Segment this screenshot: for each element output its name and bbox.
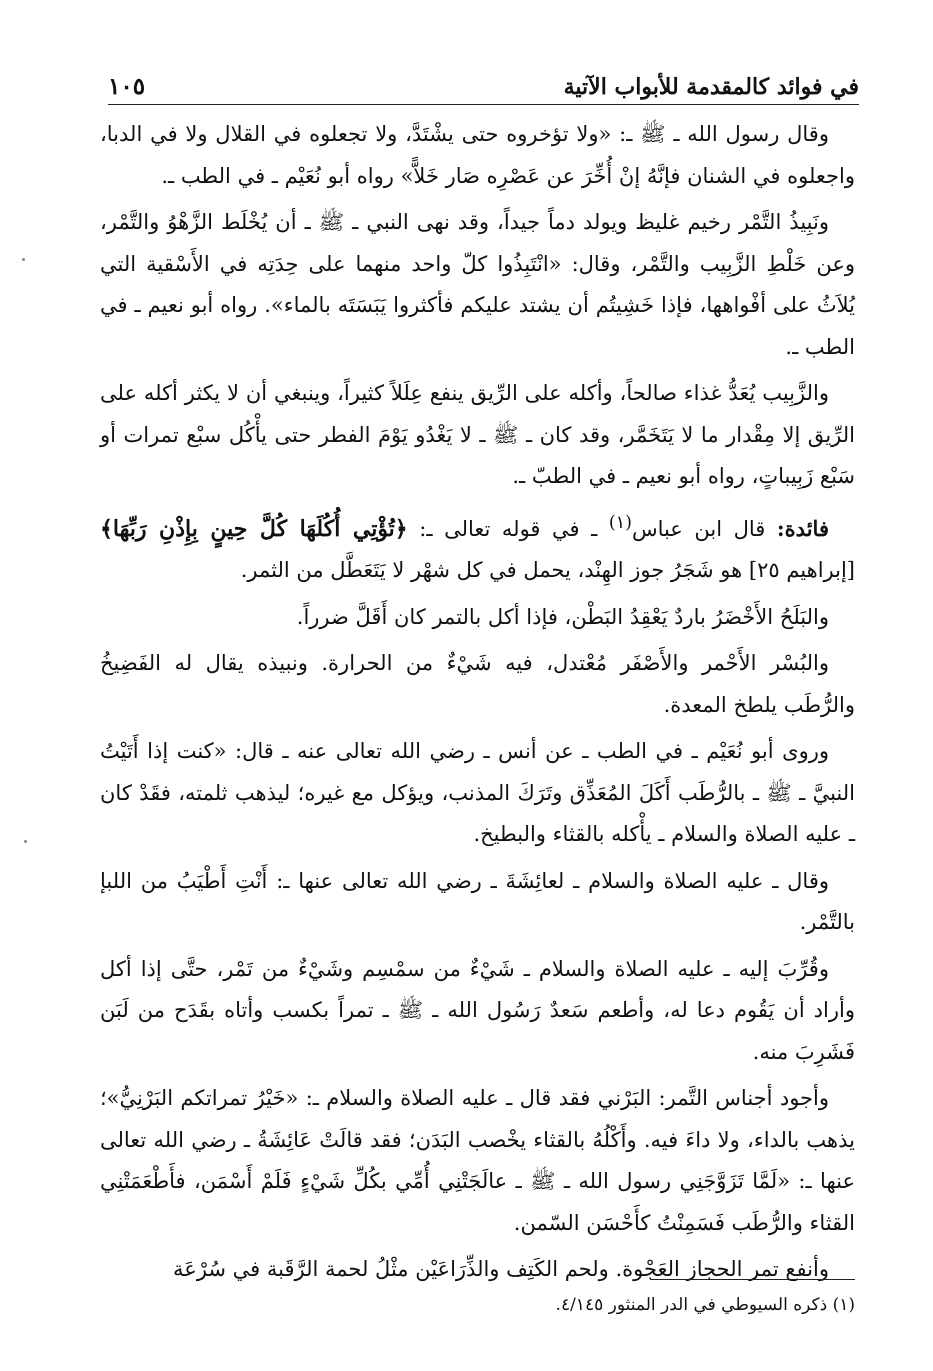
benefit-paragraph: [100, 503, 855, 592]
running-title: في فوائد كالمقدمة للأبواب الآتية: [563, 74, 859, 100]
quran-verse: ﴿تُؤْتِي أُكُلَهَا كُلَّ حِينٍ بِإِذْنِ رَبِّهَا﴾: [100, 515, 408, 542]
scan-speck: [22, 258, 25, 261]
paragraph: وقال ـ عليه الصلاة والسلام ـ لعائِشَةَ ـ رضي الله تعالى عنها ـ: أَنْتِ أَطْيَبُ من اللبإ بالتَّمْر.: [100, 868, 855, 934]
paragraph: وأنفع تمر الحجاز العَجْوة. ولحم الكَتِف والذِّرَاعَيْن مثْلُ لحمة الرَّقَبة في سُرْعَة: [173, 1257, 829, 1281]
benefit-tail: [إبراهيم ٢٥] هو شَجَرُ جوز الهِنْد، يحمل في كل شهْر لا يَتَعَطَّل من الثمر.: [240, 558, 855, 582]
paragraph: والبُسْر الأَحْمر والأَصْفَر مُعْتدل، فيه شَيْءٌ من الحرارة. ونبيذه يقال له الفَضِيخُ والرُّطَب يلطخ المعدة.: [100, 651, 855, 717]
paragraph: والزَّبِيب يُعَدُّ غذاء صالحاً، وأكله على الرِّيق ينفع عِلَلاً كثيراً، وينبغي أن لا يكثر أكله على الرِّيق إلا مِقْدار ما لا يَتَخَمَّر، وقد كان ـ ﷺ ـ لا يَغْدُو يَوْمَ الفطر حتى يأْكُل سبْع تمرات أو سَبْع زَبِيباتٍ، رواه أبو نعيم ـ في الطبّ ـ.: [100, 381, 855, 488]
paragraph: ونَبِيذُ التَّمْر رخيم غليظ ويولد دماً جيداً، وقد نهى النبي ـ ﷺ ـ أن يُخْلَط الزَّهْوُ والتَّمْر، وعن خَلْطِ الزَّبِيب والتَّمْر، وقال: «انْتَبِذُوا كلّ واحد منهما على حِدَتِه في الأَسْقية التي يُلاَثُ على أفْواهها، فإذا خَشِيتُم أن يشتد عليكم فأكثروا يَبَسَتَه بالماء». رواه أبو نعيم ـ في الطب ـ.: [100, 210, 855, 359]
paragraph: وقال رسول الله ـ ﷺ ـ: «ولا تؤخروه حتى يشْتَدَّ، ولا تجعلوه في القلال ولا في الدبا، واجعلوه في الشنان فإنَّهُ إنْ أُخِّرَ عن عَصْرِه صَار خَلاًّ» رواه أبو نُعَيْم ـ في الطب ـ.: [100, 122, 855, 188]
footnote: (١) ذكره السيوطي في الدر المنثور ٤/١٤٥.: [555, 1295, 855, 1315]
footnote-divider: [650, 1279, 855, 1280]
footnote-marker: (١): [608, 512, 632, 533]
page-number: ١٠٥: [108, 73, 146, 100]
main-text: [100, 114, 855, 1296]
paragraph: وأجود أجناس التَّمر: البَرْني فقد قال ـ عليه الصلاة والسلام ـ: «خَيْرُ تمراتكم البَرْنِيُّ»؛ يذهب بالداء، ولا داءَ فيه. وأَكْلُهُ بالقثاء يخْصب البَدَن؛ فقد قالَتْ عَائِشَةُ ـ رضي الله تعالى عنها ـ: «لَمَّا تَزَوَّجَنِي رسول الله ـ ﷺ ـ عالَجَتْنِي أُمِّي بكُلِّ شَيْءٍ فَلَمْ أَسْمَن، فأَطْعَمَتْنِي القثاء والرُّطَب فَسَمِنْتُ كأَحْسَن السّمن.: [100, 1086, 855, 1235]
benefit-label: فائدة:: [776, 515, 829, 541]
paragraph: والبَلَحُ الأَخْضَرُ باردٌ يَعْقِدُ البَطْن، فإذا أكل بالتمر كان أَقَلَّ ضرراً.: [296, 604, 829, 629]
paragraph: وقُرِّبَ إليه ـ عليه الصلاة والسلام ـ شَيْءٌ من سمْسِم وشَيْءٌ من تَمْر، حتَّى إذا أكل وأراد أن يَقُوم دعا له، وأطعم سَعدٌ رَسُول الله ـ ﷺ ـ تمراً بكسب وأتاه بقَدَح من لَبَن فَشَرِبَ منه.: [100, 956, 855, 1064]
scan-speck: [24, 840, 27, 843]
benefit-connector: ـ في قوله تعالى ـ:: [419, 516, 598, 541]
paragraph: وروى أبو نُعَيْم ـ في الطب ـ عن أنس ـ رضي الله تعالى عنه ـ قال: «كنت إذا أَتَيْتُ النبيَّ ـ ﷺ ـ بالرُّطَب أَكَلَ المُعَذِّق وتَرَكَ المذنب، ويؤكل مع غيره؛ ليذهب ثلمته، فقَدْ كان ـ عليه الصلاة والسلام ـ يأْكله بالقثاء والبطيخ.: [100, 739, 855, 846]
page-header: [108, 62, 859, 105]
benefit-intro: قال ابن عباس: [631, 516, 766, 541]
